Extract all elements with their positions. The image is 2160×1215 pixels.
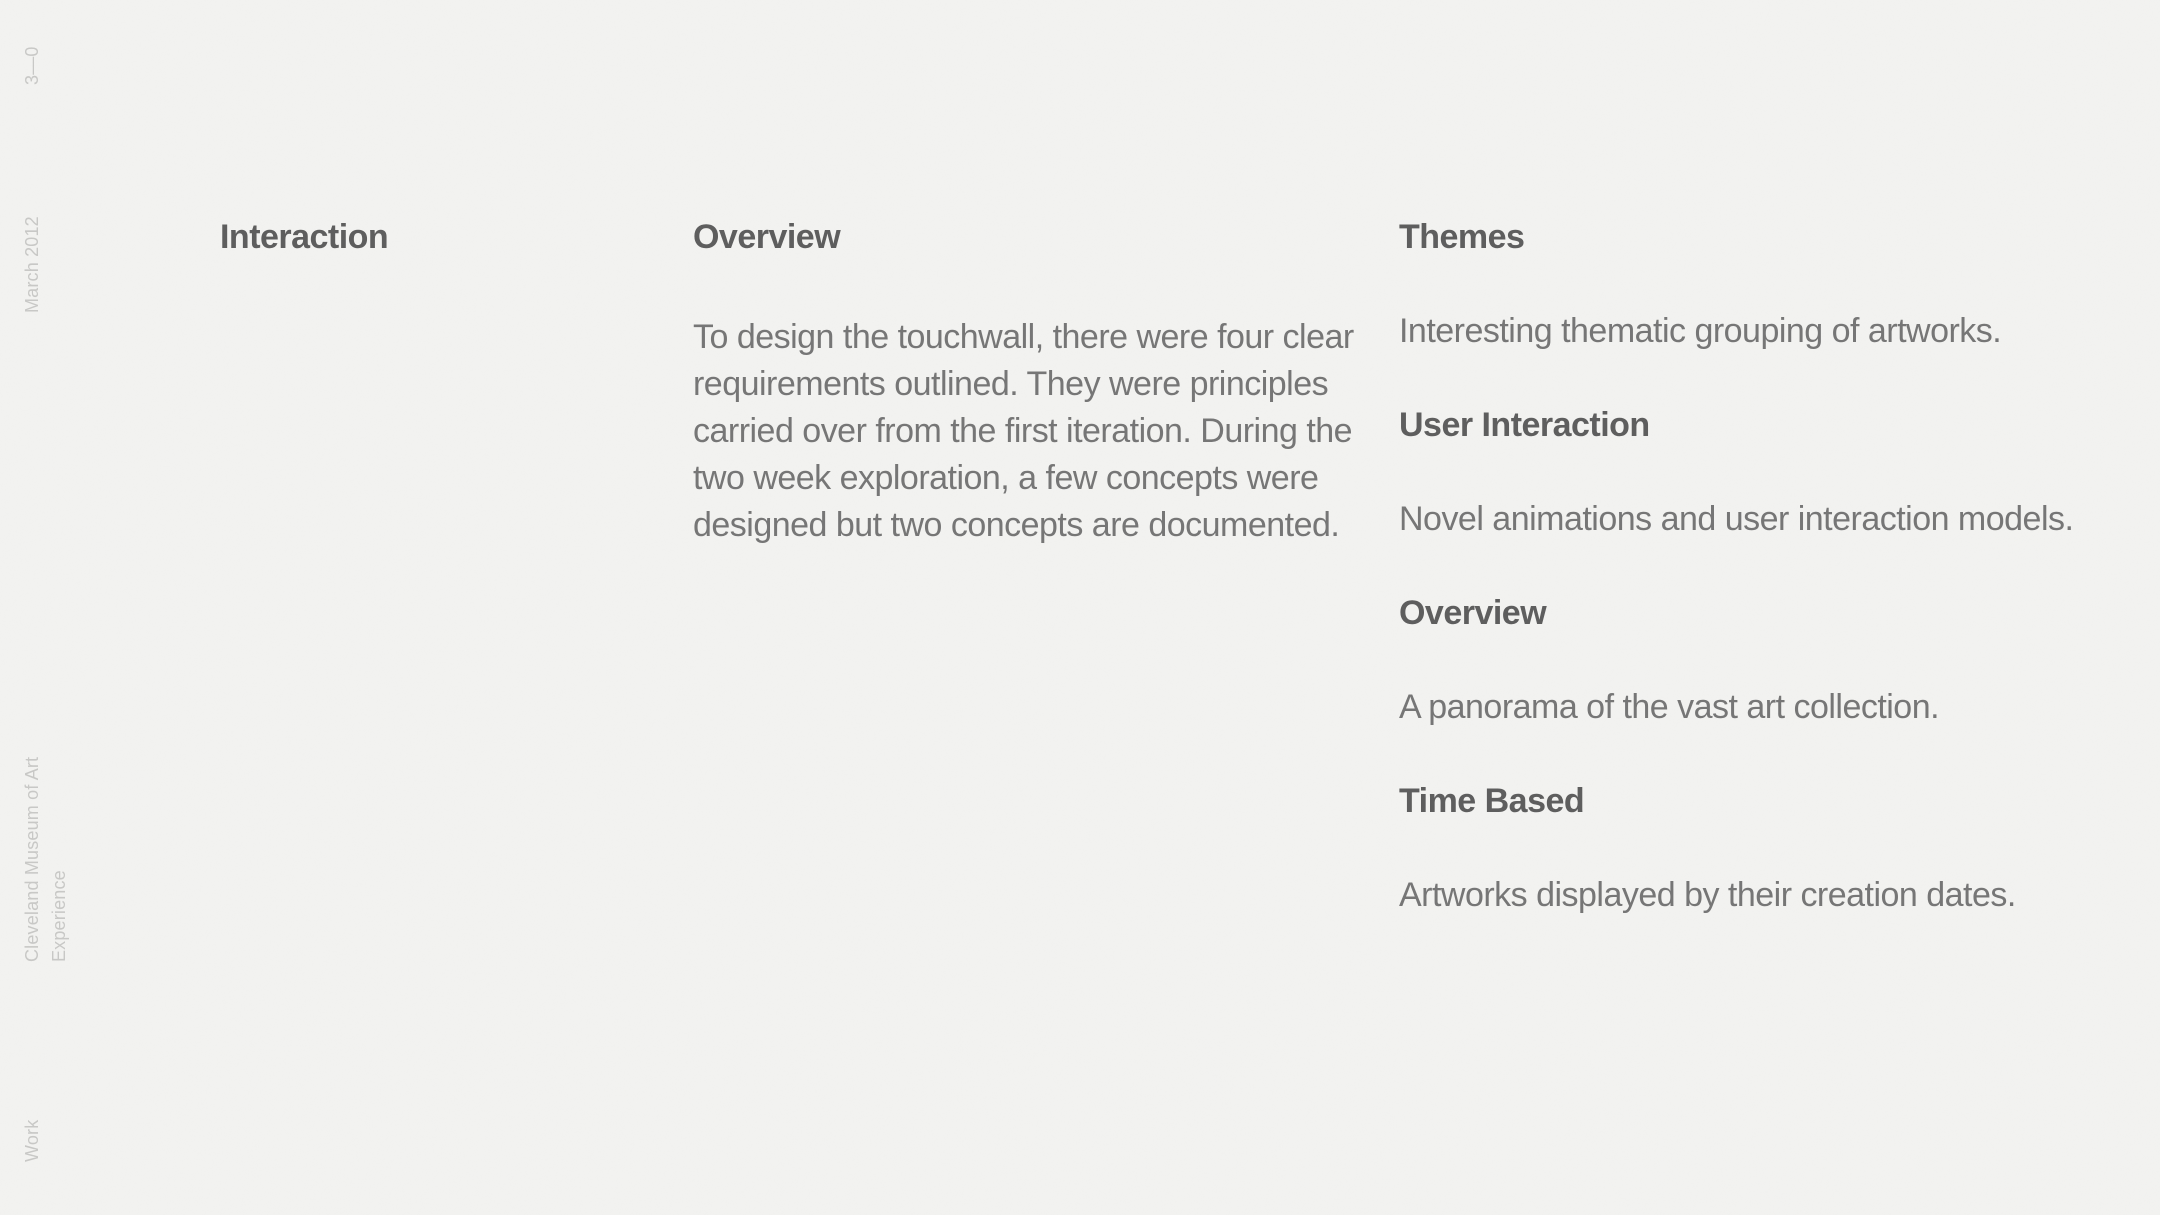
interaction-column [220, 214, 388, 261]
theme-item-heading: User Interaction [1399, 406, 1650, 444]
rail-project-subtitle: Experience [49, 870, 69, 962]
theme-item-body: Novel animations and user interaction models. [1399, 500, 2074, 538]
theme-item-body: A panorama of the vast art collection. [1399, 688, 1940, 726]
rail-date: March 2012 [22, 216, 42, 313]
paragraph-line: designed but two concepts are documented. [693, 506, 1340, 544]
paragraph-line: To design the touchwall, there were four clear [693, 318, 1354, 356]
theme-item-body: Interesting thematic grouping of artworks. [1399, 312, 2002, 350]
overview-heading: Overview [693, 218, 841, 256]
overview-column [693, 214, 1393, 549]
theme-item-body: Artworks displayed by their creation dates. [1399, 876, 2016, 914]
paragraph-line: carried over from the first iteration. During the [693, 412, 1353, 450]
theme-item-heading: Overview [1399, 594, 1547, 632]
overview-paragraph [693, 314, 1393, 549]
theme-item-heading: Time Based [1399, 782, 1585, 820]
paragraph-line: requirements outlined. They were principles [693, 365, 1329, 403]
rail-project-title: Cleveland Museum of Art [22, 756, 42, 962]
themes-column [1399, 214, 2119, 966]
paragraph-line: two week exploration, a few concepts were [693, 459, 1319, 497]
rail-page-number: 3—0 [22, 46, 42, 85]
interaction-heading: Interaction [220, 218, 389, 256]
rail-nav-work[interactable]: Work [22, 1119, 42, 1162]
themes-heading: Themes [1399, 218, 1525, 256]
